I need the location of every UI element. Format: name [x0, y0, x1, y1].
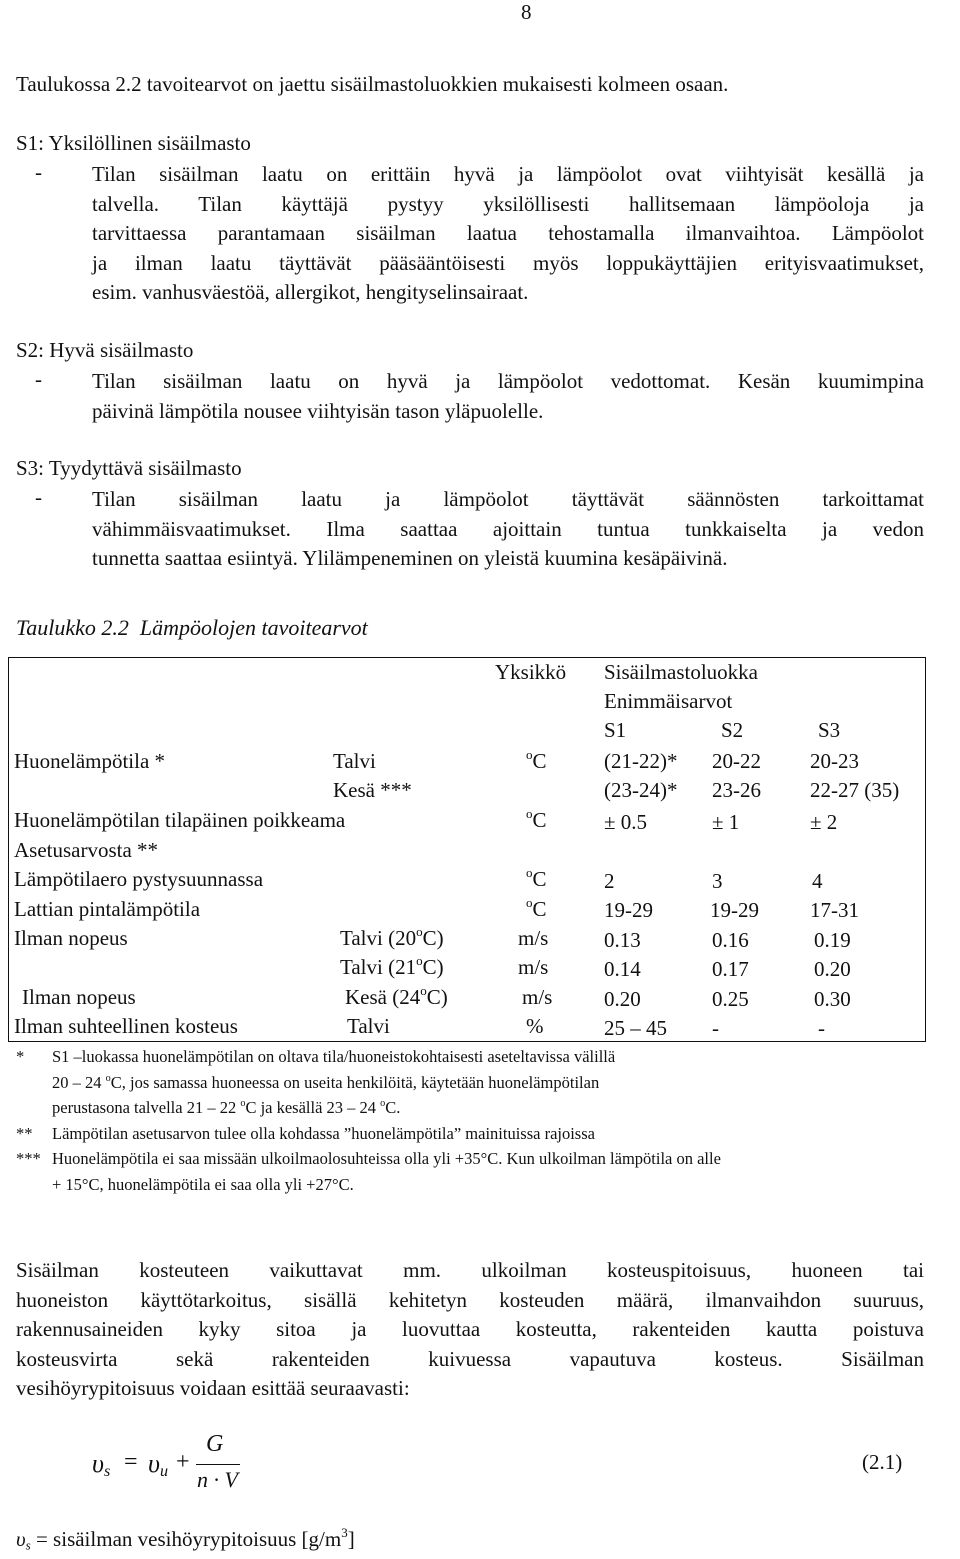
footnote-text: Huonelämpötila ei saa missään ulkoilmaolosuhteissa olla yli +35°C. Kun ulkoilman lämpötila on alle [52, 1149, 721, 1168]
table-cell-s3: 17-31 [810, 898, 859, 922]
intro-paragraph: Taulukossa 2.2 tavoitearvot on jaettu sisäilmastoluokkien mukaisesti kolmeen osaan. [16, 72, 729, 96]
moisture-line: kosteusvirta sekä rakenteiden kuivuessa vapautuva kosteus. Sisäilman [16, 1346, 924, 1371]
class-s1-line: Tilan sisäilman laatu on erittäin hyvä ja lämpöolot ovat viihtyisät kesällä ja [92, 162, 924, 186]
equation-equals: = [124, 1449, 138, 1475]
class-s1-heading: S1: Yksilöllinen sisäilmasto [16, 131, 251, 155]
table-cell-s1: 0.13 [604, 928, 641, 952]
table-cell-season: Kesä *** [333, 778, 412, 802]
table-header-s3: S3 [818, 718, 841, 742]
moisture-line: huoneiston käyttötarkoitus, sisällä kehitetyn kosteuden määrä, ilmanvaihdon suuruus, [16, 1287, 924, 1312]
class-s1-line: talvella. Tilan käyttäjä pystyy yksilöllisesti hallitsemaan lämpöoloja ja [92, 191, 924, 216]
table-header-s1: S1 [604, 718, 627, 742]
table-cell-s3: 0.20 [814, 957, 851, 981]
table-cell-s2: 0.17 [712, 957, 749, 981]
table-cell-s1: 2 [604, 869, 615, 893]
table-cell-s3: 0.19 [814, 928, 851, 952]
table-cell-label: Lämpötilaero pystysuunnassa [14, 867, 264, 891]
table-cell-unit: $^o$C [526, 894, 547, 921]
page-number: 8 [521, 0, 532, 24]
table-cell-season: Talvi (21$^o$C) [340, 952, 444, 979]
table-cell-s1: 0.20 [604, 987, 641, 1011]
table-header-s2: S2 [721, 718, 744, 742]
moisture-line: rakennusaineiden kyky sitoa ja luovuttaa kosteutta, rakenteiden kautta poistuva [16, 1317, 924, 1342]
table-cell-s2: - [712, 1016, 719, 1040]
equation-plus: + [176, 1449, 190, 1475]
table-cell-season: Kesä (24$^o$C) [345, 982, 448, 1009]
class-s1-line: ja ilman laatu täyttävät pääsääntöisesti myös loppukäyttäjien erityisvaatimukset, [92, 250, 924, 275]
table-header-unit: Yksikkö [495, 660, 567, 684]
class-s2-line: Tilan sisäilman laatu on hyvä ja lämpöolot vedottomat. Kesän kuumimpina [92, 369, 924, 393]
fraction-bar [196, 1464, 240, 1465]
table-cell-s2: 3 [712, 869, 723, 893]
table-cell-s3: ± 2 [810, 810, 838, 834]
table-cell-s2: 23-26 [712, 778, 761, 802]
equation-numerator: G [206, 1431, 224, 1457]
table-cell-unit: $^o$C [526, 864, 547, 891]
table-cell-label: Huonelämpötilan tilapäinen poikkeama [14, 808, 346, 832]
class-s1-description [92, 160, 924, 308]
table-cell-season: Talvi [333, 749, 376, 773]
footnote-mark: * [16, 1047, 25, 1066]
table-cell-label: Ilman nopeus [22, 985, 136, 1009]
table-cell-s2: 19-29 [710, 898, 759, 922]
table-cell-s3: 4 [812, 869, 823, 893]
footnote-text: Lämpötilan asetusarvon tulee olla kohdassa ”huonelämpötila” mainituissa rajoissa [52, 1123, 595, 1143]
footnote-text: S1 –luokassa huonelämpötilan on oltava tila/huoneistokohtaisesti aseteltavissa välillä [52, 1047, 616, 1066]
table-cell-unit: m/s [518, 926, 549, 950]
table-cell-s1: (23-24)* [604, 778, 678, 802]
class-s2-dash: - [35, 367, 42, 391]
class-s3-line: vähimmäisvaatimukset. Ilma saattaa ajoittain tuntua tunkkaiselta ja vedon [92, 516, 924, 541]
class-s3-line: tunnetta saattaa esiintyä. Ylilämpeneminen on yleistä kuumina kesäpäivinä. [92, 546, 728, 571]
moisture-line: vesihöyrypitoisuus voidaan esittää seuraavasti: [16, 1376, 410, 1401]
footnote-text: + 15°C, huonelämpötila ei saa olla yli +27°C. [52, 1174, 354, 1194]
moisture-line: Sisäilman kosteuteen vaikuttavat mm. ulkoilman kosteuspitoisuus, huoneen tai [16, 1258, 924, 1282]
class-s2-line: päivinä lämpötila nousee viihtyisän tason yläpuolelle. [92, 398, 544, 423]
table-cell-label: Ilman suhteellinen kosteus [14, 1014, 238, 1038]
footnote-text: 20 – 24 $^o$C, jos samassa huoneessa on useita henkilöitä, käytetään huonelämpötilan [52, 1072, 600, 1092]
table-cell-unit: m/s [522, 985, 553, 1009]
footnote-mark: ** [16, 1123, 33, 1143]
class-s3-description [92, 485, 924, 574]
table-cell-s2: 0.25 [712, 987, 749, 1011]
class-s2-description [92, 367, 924, 426]
equation-denominator: n · V [197, 1467, 238, 1492]
footnote-text: perustasona talvella 21 – 22 $^o$C ja kesällä 23 – 24 $^o$C. [52, 1097, 401, 1117]
class-s1-line: esim. vanhusväestöä, allergikot, hengityselinsairaat. [92, 280, 529, 305]
table-cell-s3: 22-27 (35) [810, 778, 900, 802]
table-cell-s1: ± 0.5 [604, 810, 648, 834]
table-cell-label: Lattian pintalämpötila [14, 897, 201, 921]
table-cell-s1: 19-29 [604, 898, 653, 922]
equation-number: (2.1) [862, 1450, 903, 1474]
table-cell-unit: % [526, 1014, 544, 1038]
table-cell-label: Ilman nopeus [14, 926, 128, 950]
table-cell-s1: (21-22)* [604, 749, 678, 773]
table-cell-s1: 0.14 [604, 957, 641, 981]
footnote-mark: *** [16, 1149, 41, 1168]
class-s3-line: Tilan sisäilman laatu ja lämpöolot täyttävät säännösten tarkoittamat [92, 487, 924, 511]
table-header-max: Enimmäisarvot [604, 689, 733, 713]
symbol-definition: $\upsilon_s$ = sisäilman vesihöyrypitoisuus $[g/m^3]$ [16, 1524, 355, 1553]
table-cell-s3: 20-23 [810, 749, 859, 773]
equation-rhs: $\upsilon_u$ [148, 1449, 168, 1481]
table-cell-season: Talvi [347, 1014, 390, 1038]
table-cell-unit: $^o$C [526, 805, 547, 832]
class-s1-dash: - [35, 160, 42, 184]
class-s1-line: tarvittaessa parantamaan sisäilman laatua tehostamalla ilmanvaihtoa. Lämpöolot [92, 221, 924, 246]
class-s3-heading: S3: Tyydyttävä sisäilmasto [16, 456, 242, 480]
table-cell-season: Talvi (20$^o$C) [340, 923, 444, 950]
class-s3-dash: - [35, 485, 42, 509]
table-cell-s1: 25 – 45 [604, 1016, 667, 1040]
table-caption: Taulukko 2.2 Lämpöolojen tavoitearvot [16, 615, 368, 640]
table-header-class: Sisäilmastoluokka [604, 660, 758, 684]
table-cell-s2: ± 1 [712, 810, 740, 834]
table-cell-s3: 0.30 [814, 987, 851, 1011]
table-cell-s2: 20-22 [712, 749, 761, 773]
class-s2-heading: S2: Hyvä sisäilmasto [16, 338, 194, 362]
table-cell-s2: 0.16 [712, 928, 749, 952]
table-cell-unit: $^o$C [526, 746, 547, 773]
moisture-paragraph [16, 1256, 924, 1404]
table-cell-label: Huonelämpötila * [14, 749, 166, 773]
table-cell-unit: m/s [518, 955, 549, 979]
equation-lhs: $\upsilon_s$ [92, 1449, 111, 1481]
table-cell-s3: - [818, 1016, 825, 1040]
table-cell-label: Asetusarvosta ** [14, 838, 159, 862]
